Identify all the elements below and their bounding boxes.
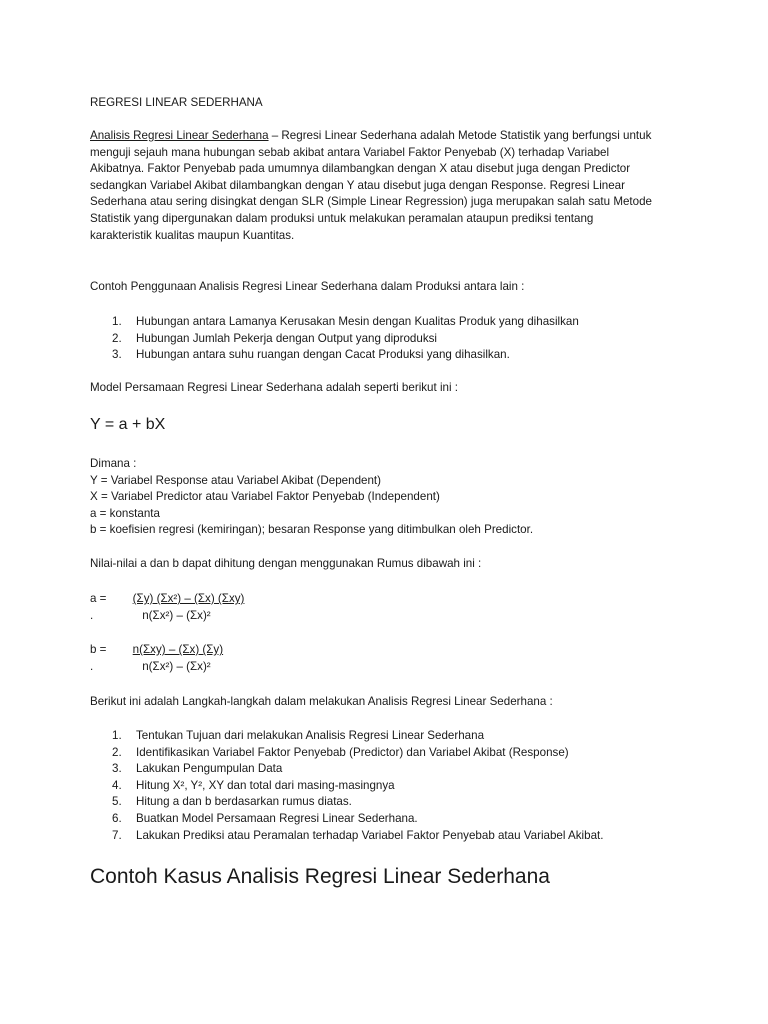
list-item: 4. Hitung X², Y², XY dan total dari masing-masingnya [112,778,395,792]
model-intro: Model Persamaan Regresi Linear Sederhana adalah seperti berikut ini : [90,381,458,394]
steps-intro: Berikut ini adalah Langkah-langkah dalam melakukan Analisis Regresi Linear Sederhana : [90,695,553,708]
formula-b-label: b = [90,643,110,656]
formula-b-numerator: n(Σxy) – (Σx) (Σy) [132,643,224,656]
list-item: 1. Tentukan Tujuan dari melakukan Analisis Regresi Linear Sederhana [112,729,485,742]
list-item: 7. Lakukan Prediksi atau Peramalan terhadap Variabel Faktor Penyebab atau Variabel Akibat. [112,828,604,842]
intro-line-5: Sederhana atau sering disingkat dengan SLR (Simple Linear Regression) juga merupakan salah satu Metode [90,195,652,209]
intro-line-6: Statistik yang dipergunakan dalam produksi untuk melakukan peramalan ataupun prediksi tentang [90,211,594,225]
intro-term: Analisis Regresi Linear Sederhana [90,129,269,142]
list-item: 3. Lakukan Pengumpulan Data [112,762,283,776]
intro-line-2: menguji sejauh mana hubungan sebab akibat antara Variabel Faktor Penyebab (X) terhadap Variabel [90,145,610,159]
intro-line-3: Akibatnya. Faktor Penyebab pada umumnya dilambangkan dengan X atau disebut juga dengan Predictor [90,162,631,176]
intro-line-7: karakteristik kualitas maupun Kuantitas. [90,228,295,242]
list-item: 6. Buatkan Model Persamaan Regresi Linear Sederhana. [112,811,418,825]
list-item: 3. Hubungan antara suhu ruangan dengan Cacat Produksi yang dihasilkan. [112,348,510,362]
definition-line: a = konstanta [90,506,160,520]
list-item: 2. Identifikasikan Variabel Faktor Penyebab (Predictor) dan Variabel Akibat (Response) [112,745,569,759]
intro-line-4: sedangkan Variabel Akibat dilambangkan dengan Y atau disebut juga dengan Response. Regresi Linear [90,178,625,192]
list-item: 2. Hubungan Jumlah Pekerja dengan Output yang diproduksi [112,331,437,345]
intro-line-1-text: – Regresi Linear Sederhana adalah Metode Statistik yang berfungsi untuk [268,129,652,142]
definition-line: Y = Variabel Response atau Variabel Akibat (Dependent) [90,473,381,487]
list-item: 1. Hubungan antara Lamanya Kerusakan Mesin dengan Kualitas Produk yang dihasilkan [112,315,579,328]
formula-a: a = (Σy) (Σx²) – (Σx) (Σxy) . n(Σx²) – (Σx)² [90,592,245,622]
formula-a-denominator: n(Σx²) – (Σx)² [142,608,211,622]
calc-intro: Nilai-nilai a dan b dapat dihitung dengan menggunakan Rumus dibawah ini : [90,557,482,570]
definition-line: b = koefisien regresi (kemiringan); besaran Response yang ditimbulkan oleh Predictor. [90,523,534,537]
definition-line: X = Variabel Predictor atau Variabel Faktor Penyebab (Independent) [90,490,440,504]
formula-a-label: a = [90,592,110,605]
intro-paragraph [90,128,652,244]
steps-list [90,728,603,844]
case-heading: Contoh Kasus Analisis Regresi Linear Sederhana [90,865,550,888]
usage-intro: Contoh Penggunaan Analisis Regresi Linear Sederhana dalam Produksi antara lain : [90,280,525,293]
doc-title: REGRESI LINEAR SEDERHANA [90,96,263,109]
list-item: 5. Hitung a dan b berdasarkan rumus diatas. [112,795,352,809]
formula-b: b = n(Σxy) – (Σx) (Σy) . n(Σx²) – (Σx)² [90,643,224,673]
model-formula: Y = a + bX [90,416,166,433]
formula-a-numerator: (Σy) (Σx²) – (Σx) (Σxy) [132,592,245,605]
usage-list [90,314,579,364]
formula-b-denominator: n(Σx²) – (Σx)² [142,659,211,673]
intro-line-1 [90,128,652,145]
definitions [90,456,533,539]
definition-line: Dimana : [90,457,137,470]
